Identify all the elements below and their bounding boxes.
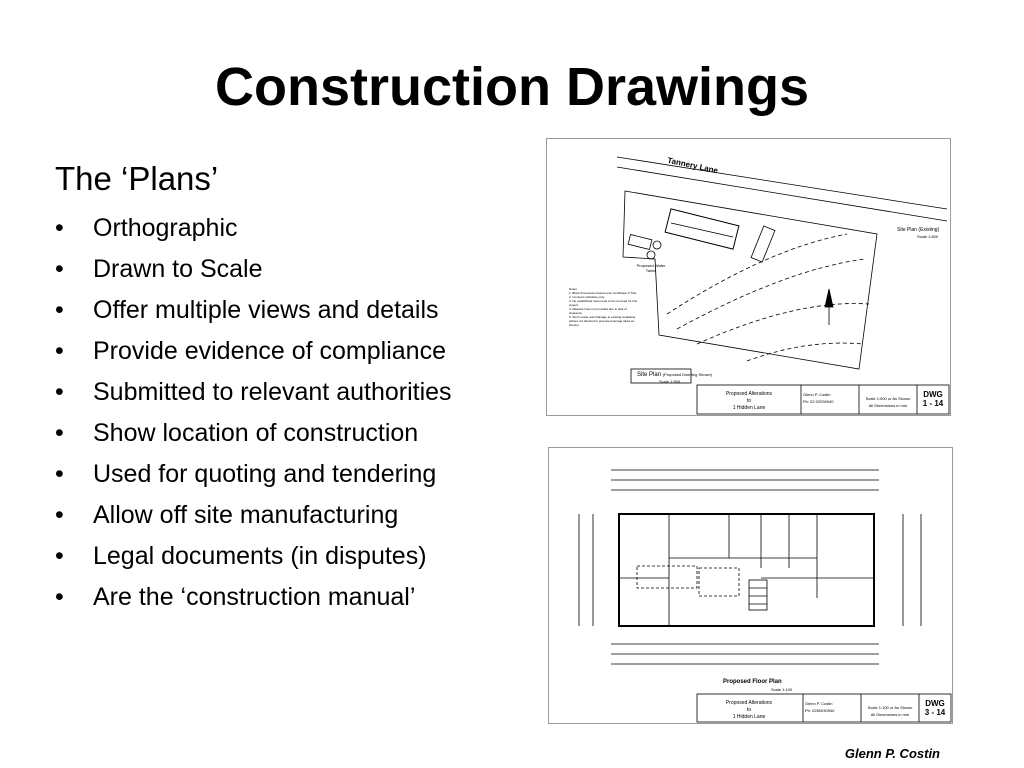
bullet-glyph: • [55,460,64,488]
floor-tb-project: Proposed Alterations to 1 Hidden Lane [725,700,773,720]
bullet-item [55,333,452,374]
bullet-text: Used for quoting and tendering [93,460,437,488]
bullet-glyph: • [55,337,64,365]
bullet-item [55,251,452,292]
bullet-item [55,292,452,333]
bullet-item [55,415,452,456]
bullet-text: Show location of construction [93,419,419,447]
bullet-text: Offer multiple views and details [93,296,439,324]
author-credit: Glenn P. Costin [844,746,940,761]
floor-tb-scale: Scale 1:100 or As Shown All Dimensions in mm [867,705,913,717]
road-label: Tannery Lane [666,155,719,176]
bullet-text: Submitted to relevant authorities [93,378,452,406]
bullet-text: Allow off site manufacturing [93,501,399,529]
site-plan-scale: Scale 1:500 [659,379,681,384]
site-plan-label-note: (Proposed Dwelling Shown) [662,372,713,377]
bullet-glyph: • [55,583,64,611]
slide-title: Construction Drawings [214,57,810,117]
site-plan-existing-label: Site Plan (Existing) [897,227,940,233]
bullet-item [55,456,452,497]
site-plan-drawing [546,138,951,416]
site-plan-existing-scale: Scale 1:800 [917,234,939,239]
bullet-item [55,538,452,579]
floor-plan-scale: Scale 1:100 [771,687,793,692]
floor-plan-drawing [548,447,953,724]
bullet-glyph: • [55,419,64,447]
bullet-text: Legal documents (in disputes) [93,542,427,570]
site-plan-label-main: Site Plan [637,372,662,378]
bullet-item [55,579,452,620]
bullet-glyph: • [55,542,64,570]
bullet-glyph: • [55,255,64,283]
site-plan-label [637,372,712,378]
site-tb-contact: Glenn P. Costin Ph: 02 02030940 [803,392,834,404]
bullet-text: Drawn to Scale [93,255,263,283]
floor-tb-contact: Glenn P. Costin Ph: 0260030940 [805,701,835,713]
site-tb-scale: Scale 1:500 or As Shown All Dimensions in mm [865,396,911,408]
bullet-item [55,374,452,415]
slide-subtitle: The ‘Plans’ [55,160,219,197]
bullet-text: Orthographic [93,214,238,242]
bullet-text: Are the ‘construction manual’ [93,583,416,611]
site-tb-dwg: DWG 1 - 14 [922,390,944,408]
bullet-glyph: • [55,501,64,529]
bullet-glyph: • [55,296,64,324]
site-plan-graphic [547,139,950,415]
bullet-item [55,210,452,251]
bullet-glyph: • [55,378,64,406]
water-tanks-label: Proposed Water Tanks [636,263,666,273]
bullet-item [55,497,452,538]
bullet-glyph: • [55,214,64,242]
floor-plan-label: Proposed Floor Plan [723,679,782,685]
site-tb-project: Proposed Alterations to 1 Hidden Lane [725,391,773,411]
site-notes: Notes 1. Block dimensions based upon Certificate of Title. 2. Contours indicative only. 3. No established trees need to be removed for this project. 4. Meadow lines not provided due to lack of clearance. 5. Storm water and drainage to existing soakaway (where not directed to proposed storage tanks as shown). [569,287,638,327]
floor-tb-dwg: DWG 3 - 14 [924,699,946,717]
bullet-list [55,210,452,620]
bullet-text: Provide evidence of compliance [93,337,446,365]
